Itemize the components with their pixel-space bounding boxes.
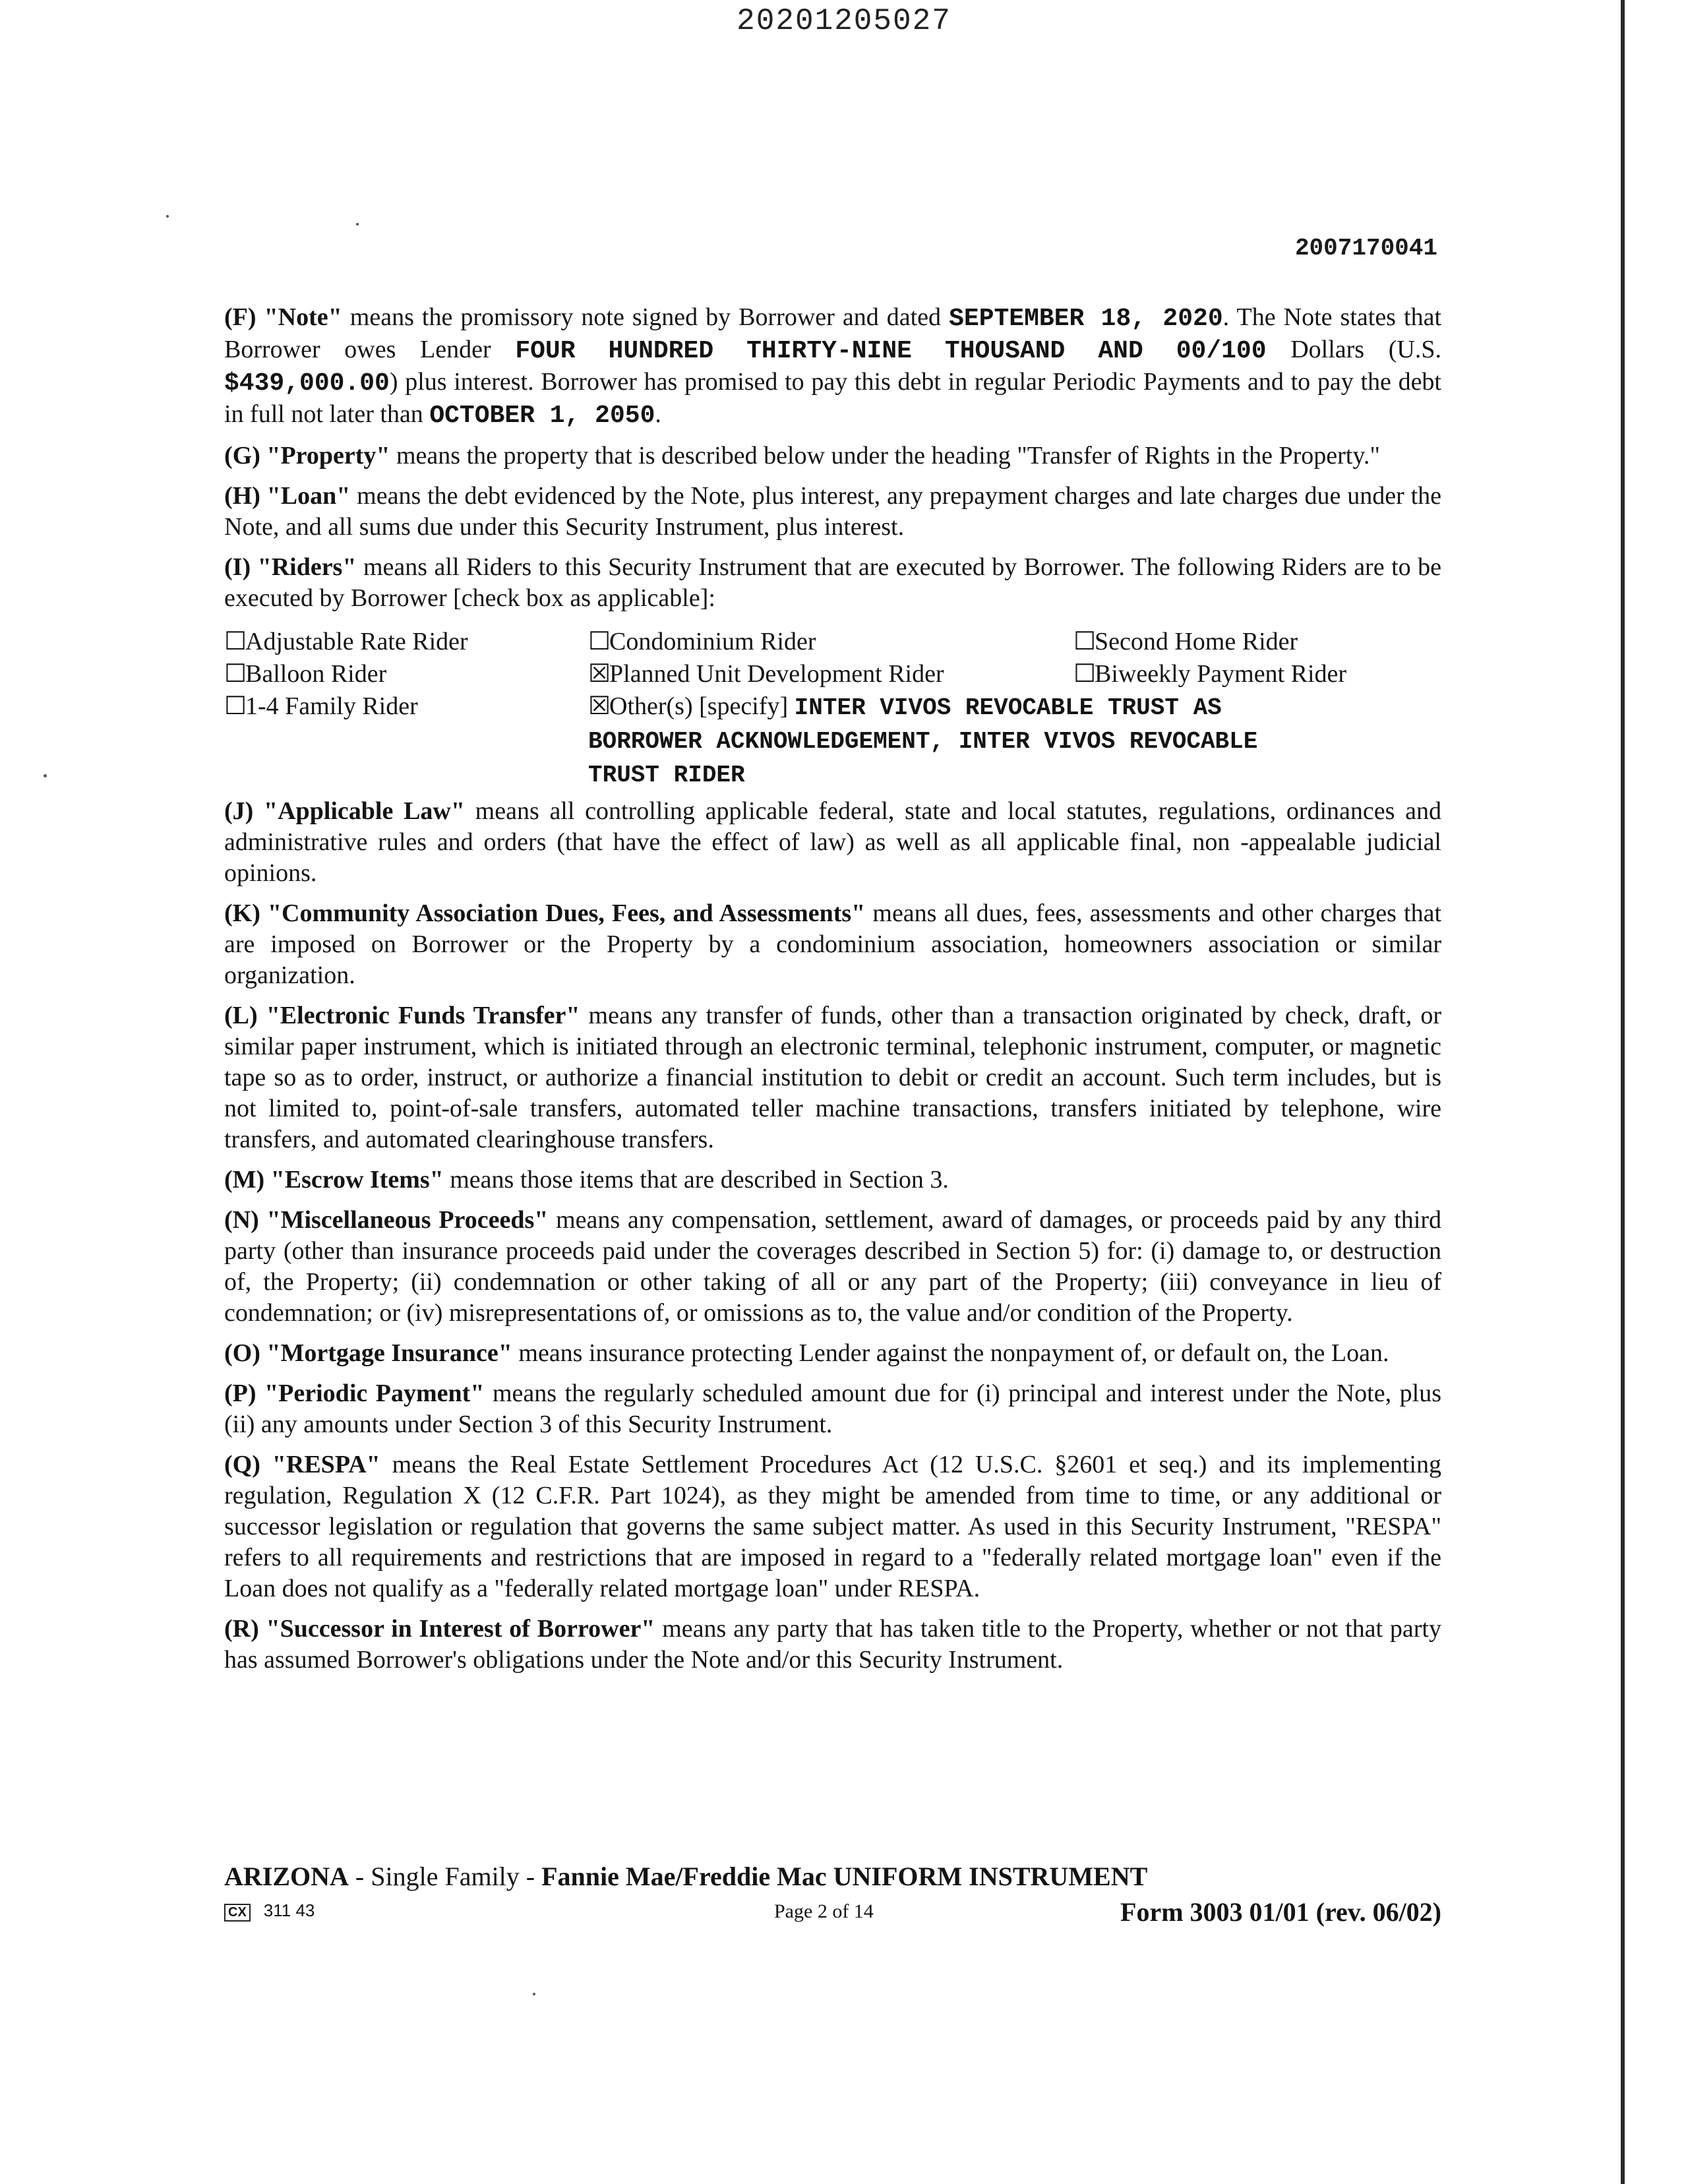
term-electronic-funds-transfer: (L) "Electronic Funds Transfer" — [224, 1002, 580, 1029]
rider-other-specify-line-3: TRUST RIDER — [588, 762, 745, 789]
definition-text: means the regularly scheduled amount due for (i) principal and interest under the Note, plus (ii) any amounts under Section 3 of this Security Instrument. — [224, 1380, 1441, 1438]
scan-speck — [533, 1993, 535, 1995]
note-maturity-date: OCTOBER 1, 2050 — [429, 402, 655, 430]
rider-label: Planned Unit Development Rider — [609, 660, 944, 688]
rider-other-specify-line-2: BORROWER ACKNOWLEDGEMENT, INTER VIVOS REVOCABLE — [588, 728, 1258, 755]
rider-other-continued — [588, 758, 1441, 791]
scan-edge-line — [1621, 0, 1625, 2184]
definition-electronic-funds-transfer — [224, 1000, 1441, 1155]
rider-adjustable-rate — [224, 626, 468, 658]
recording-number: 20201205027 — [737, 4, 951, 38]
definition-text: . The Note states that Borrower owes Lender — [224, 303, 1441, 363]
checked-box-icon: ☒ — [588, 692, 611, 720]
definition-text: means any party that has taken title to the Property, whether or not that party has assumed Borrower's obligations under the Note and/or this Security Instrument. — [224, 1615, 1441, 1674]
rider-other — [588, 690, 1441, 724]
rider-other-continued — [588, 724, 1441, 758]
definition-text: means those items that are described in Section 3. — [443, 1166, 949, 1194]
note-amount: $439,000.00 — [224, 369, 390, 398]
term-community-association-dues: (K) "Community Association Dues, Fees, and Assessments" — [224, 899, 866, 927]
term-applicable-law: (J) "Applicable Law" — [224, 797, 465, 825]
footer-form-code — [224, 1900, 315, 1922]
term-riders: (I) "Riders" — [224, 553, 357, 581]
term-note: (F) "Note" — [224, 303, 342, 331]
term-periodic-payment: (P) "Periodic Payment" — [224, 1380, 485, 1407]
rider-biweekly-payment — [1073, 658, 1346, 690]
definition-escrow-items — [224, 1165, 1441, 1196]
scan-speck — [166, 215, 169, 218]
definition-text: ) plus interest. Borrower has promised to pay this debt in regular Periodic Payments and to pay the debt in full not later than — [224, 368, 1441, 428]
form-code: 311 43 — [263, 1900, 315, 1920]
note-amount-words: FOUR HUNDRED THIRTY-NINE THOUSAND AND 00/100 — [515, 337, 1267, 365]
footer-form-title: Fannie Mae/Freddie Mac UNIFORM INSTRUMENT — [541, 1862, 1148, 1891]
scan-speck — [44, 774, 47, 777]
riders-column-1 — [224, 626, 468, 723]
term-successor-in-interest: (R) "Successor in Interest of Borrower" — [224, 1615, 655, 1643]
unchecked-box-icon: ☐ — [224, 628, 247, 655]
rider-second-home — [1073, 626, 1346, 658]
definition-text: means any transfer of funds, other than a transaction originated by check, draft, or similar paper instrument, which is initiated through an electronic terminal, telephonic instrument, computer, or magnetic tape so as to order, instruct, or authorize a financial institution to debit or credit an account. Such term includes, but is not limited to, point-of-sale transfers, automated teller machine transactions, transfers initiated by telephone, wire transfers, and automated clearinghouse transfers. — [224, 1002, 1441, 1153]
definition-text: means all dues, fees, assessments and other charges that are imposed on Borrower or the Property by a condominium association, homeowners association or similar organization. — [224, 899, 1441, 989]
rider-label: Balloon Rider — [245, 660, 387, 688]
definition-text: means the debt evidenced by the Note, plus interest, any prepayment charges and late charges due under the Note, and all sums due under this Security Instrument, plus interest. — [224, 482, 1441, 541]
term-mortgage-insurance: (O) "Mortgage Insurance" — [224, 1339, 512, 1367]
term-loan: (H) "Loan" — [224, 482, 351, 510]
footer-meta-line — [224, 1895, 1441, 1932]
term-respa: (Q) "RESPA" — [224, 1451, 380, 1478]
form-code-badge: CX — [224, 1904, 251, 1922]
definition-text: means the Real Estate Settlement Procedures Act (12 U.S.C. §2601 et seq.) and its implementing regulation, Regulation X (12 C.F.R. Part 1024), as they might be amended from time to time, or any additional or successor legislation or regulation that governs the same subject matter. As used in this Security Instrument, "RESPA" refers to all requirements and restrictions that are imposed in regard to a "federally related mortgage loan" even if the Loan does not qualify as a "federally related mortgage loan" under RESPA. — [224, 1451, 1441, 1602]
rider-balloon — [224, 658, 468, 690]
loan-number: 2007170041 — [1294, 235, 1437, 262]
definition-text: means all controlling applicable federal, state and local statutes, regulations, ordinances and administrative rules and orders (that have the effect of law) as well as all applicable final, non -appealable judicial opinions. — [224, 797, 1441, 887]
rider-other-specify-line-1: INTER VIVOS REVOCABLE TRUST AS — [794, 694, 1222, 721]
definition-text: means all Riders to this Security Instrument that are executed by Borrower. The following Riders are to be executed by Borrower [check box as applicable]: — [224, 553, 1441, 612]
definitions-body — [224, 302, 1441, 1685]
footer-state: ARIZONA — [224, 1862, 349, 1891]
unchecked-box-icon: ☐ — [224, 692, 247, 720]
rider-label: Second Home Rider — [1095, 628, 1298, 655]
scan-speck — [356, 223, 359, 226]
form-number: Form 3003 01/01 (rev. 06/02) — [1120, 1897, 1441, 1927]
page-footer — [224, 1861, 1441, 1932]
unchecked-box-icon: ☐ — [588, 628, 611, 655]
page-number: Page 2 of 14 — [774, 1900, 874, 1922]
term-property: (G) "Property" — [224, 442, 390, 470]
rider-label: Condominium Rider — [609, 628, 816, 655]
definition-loan — [224, 481, 1441, 543]
definition-text: means the promissory note signed by Borrower and dated — [342, 303, 950, 331]
definition-respa — [224, 1449, 1441, 1604]
definition-text: Dollars (U.S. — [1266, 336, 1441, 363]
definition-applicable-law — [224, 796, 1441, 889]
definition-text: means insurance protecting Lender against the nonpayment of, or default on, the Loan. — [512, 1339, 1389, 1367]
checked-box-icon: ☒ — [588, 660, 611, 688]
definition-text: means any compensation, settlement, award of damages, or proceeds paid by any third party (other than insurance proceeds paid under the coverages described in Section 5) for: (i) damage to, or destruction of, the Property; (ii) condemnation or other taking of all or any part of the Property; (iii) conveyance in lieu of condemnation; or (iv) misrepresentations of, or omissions as to, the value and/or condition of the Property. — [224, 1206, 1441, 1327]
definition-text: means the property that is described below under the heading "Transfer of Rights in the Property." — [390, 442, 1380, 470]
term-miscellaneous-proceeds: (N) "Miscellaneous Proceeds" — [224, 1206, 549, 1234]
definition-mortgage-insurance — [224, 1338, 1441, 1369]
riders-checklist — [224, 626, 1441, 788]
rider-label: 1-4 Family Rider — [245, 692, 418, 720]
definition-community-association-dues — [224, 898, 1441, 991]
definition-riders — [224, 552, 1441, 614]
definition-periodic-payment — [224, 1378, 1441, 1440]
term-escrow-items: (M) "Escrow Items" — [224, 1166, 444, 1194]
rider-1-4-family — [224, 690, 468, 723]
definition-property — [224, 440, 1441, 471]
footer-form-title-line — [224, 1861, 1441, 1893]
rider-label: Biweekly Payment Rider — [1095, 660, 1347, 688]
rider-label: Adjustable Rate Rider — [245, 628, 468, 655]
riders-column-3 — [1073, 626, 1346, 690]
definition-successor-in-interest — [224, 1614, 1441, 1676]
definition-miscellaneous-proceeds — [224, 1205, 1441, 1329]
footer-separator: - Single Family - — [348, 1862, 542, 1891]
unchecked-box-icon: ☐ — [1073, 628, 1097, 655]
unchecked-box-icon: ☐ — [1073, 660, 1097, 688]
note-date: SEPTEMBER 18, 2020 — [949, 305, 1223, 333]
unchecked-box-icon: ☐ — [224, 660, 247, 688]
rider-label: Other(s) [specify] — [609, 692, 795, 720]
definition-note — [224, 302, 1441, 431]
definition-text: . — [655, 400, 661, 428]
